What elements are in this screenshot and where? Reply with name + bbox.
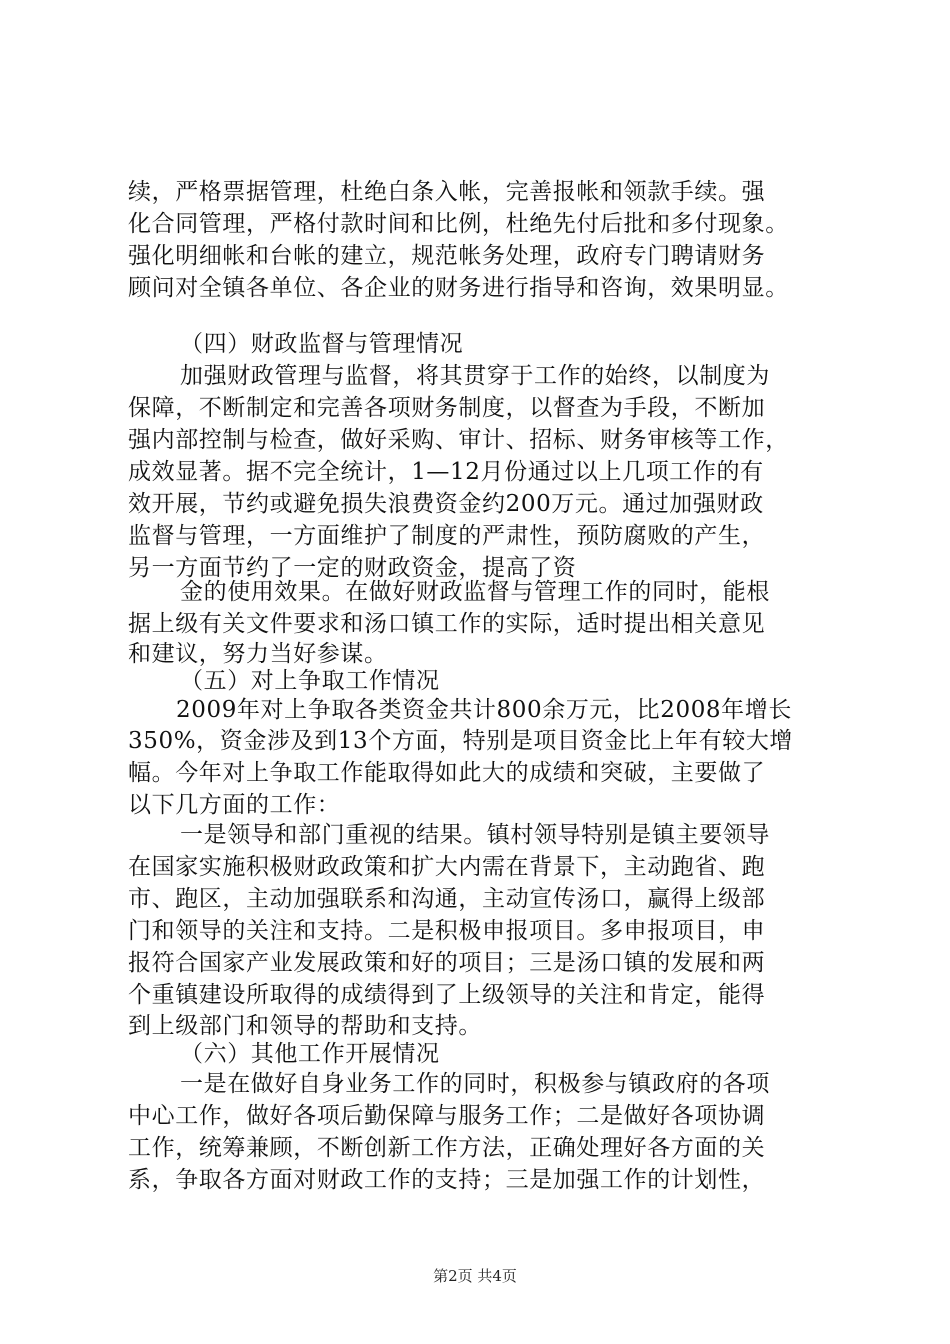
paragraph-line: 据上级有关文件要求和汤口镇工作的实际，适时提出相关意见 — [128, 611, 766, 637]
paragraph-line: 加强财政管理与监督，将其贯穿于工作的始终，以制度为 — [180, 363, 770, 389]
paragraph-line: 续，严格票据管理，杜绝白条入帐，完善报帐和领款手续。强 — [128, 179, 766, 205]
paragraph-line: 一是领导和部门重视的结果。镇村领导特别是镇主要领导 — [180, 822, 770, 848]
paragraph-line: 幅。今年对上争取工作能取得如此大的成绩和突破，主要做了 — [128, 760, 766, 786]
paragraph-line: 市、跑区，主动加强联系和沟通，主动宣传汤口，赢得上级部 — [128, 886, 766, 912]
paragraph-line: 350%，资金涉及到13个方面，特别是项目资金比上年有较大增 — [128, 728, 794, 754]
paragraph-line: 化合同管理，严格付款时间和比例，杜绝先付后批和多付现象。 — [128, 211, 789, 237]
paragraph-line: 以下几方面的工作： — [128, 792, 341, 818]
paragraph-line: 另一方面节约了一定的财政资金，提高了资 — [128, 555, 577, 581]
paragraph-line: 顾问对全镇各单位、各企业的财务进行指导和咨询，效果明显。 — [128, 275, 789, 301]
paragraph-line: 保障，不断制定和完善各项财务制度，以督查为手段，不断加 — [128, 395, 766, 421]
paragraph-line: 强内部控制与检查，做好采购、审计、招标、财务审核等工作， — [128, 427, 789, 453]
page-footer: 第2页 共4页 — [433, 1267, 517, 1285]
paragraph-line: 中心工作，做好各项后勤保障与服务工作；二是做好各项协调 — [128, 1103, 766, 1129]
paragraph-line: 个重镇建设所取得的成绩得到了上级领导的关注和肯定，能得 — [128, 982, 766, 1008]
section-heading: （四）财政监督与管理情况 — [180, 331, 464, 357]
paragraph-line: 监督与管理，一方面维护了制度的严肃性，预防腐败的产生， — [128, 523, 766, 549]
section-heading: （五）对上争取工作情况 — [180, 668, 440, 694]
paragraph-line: 2009年对上争取各类资金共计800余万元，比2008年增长 — [176, 697, 792, 723]
paragraph-line: 报符合国家产业发展政策和好的项目；三是汤口镇的发展和两 — [128, 950, 766, 976]
paragraph-line: 工作，统筹兼顾，不断创新工作方法，正确处理好各方面的关 — [128, 1135, 766, 1161]
section-heading: （六）其他工作开展情况 — [180, 1041, 440, 1067]
paragraph-line: 强化明细帐和台帐的建立，规范帐务处理，政府专门聘请财务 — [128, 243, 766, 269]
paragraph-line: 一是在做好自身业务工作的同时，积极参与镇政府的各项 — [180, 1071, 770, 1097]
paragraph-line: 和建议，努力当好参谋。 — [128, 641, 388, 667]
paragraph-line: 在国家实施积极财政政策和扩大内需在背景下，主动跑省、跑 — [128, 854, 766, 880]
paragraph-line: 门和领导的关注和支持。二是积极申报项目。多申报项目，申 — [128, 918, 766, 944]
paragraph-line: 金的使用效果。在做好财政监督与管理工作的同时，能根 — [180, 579, 770, 605]
paragraph-line: 到上级部门和领导的帮助和支持。 — [128, 1013, 482, 1039]
paragraph-line: 效开展，节约或避免损失浪费资金约200万元。通过加强财政 — [128, 491, 764, 517]
paragraph-line: 系，争取各方面对财政工作的支持；三是加强工作的计划性， — [128, 1167, 766, 1193]
paragraph-line: 成效显著。据不完全统计，1—12月份通过以上几项工作的有 — [128, 459, 764, 485]
